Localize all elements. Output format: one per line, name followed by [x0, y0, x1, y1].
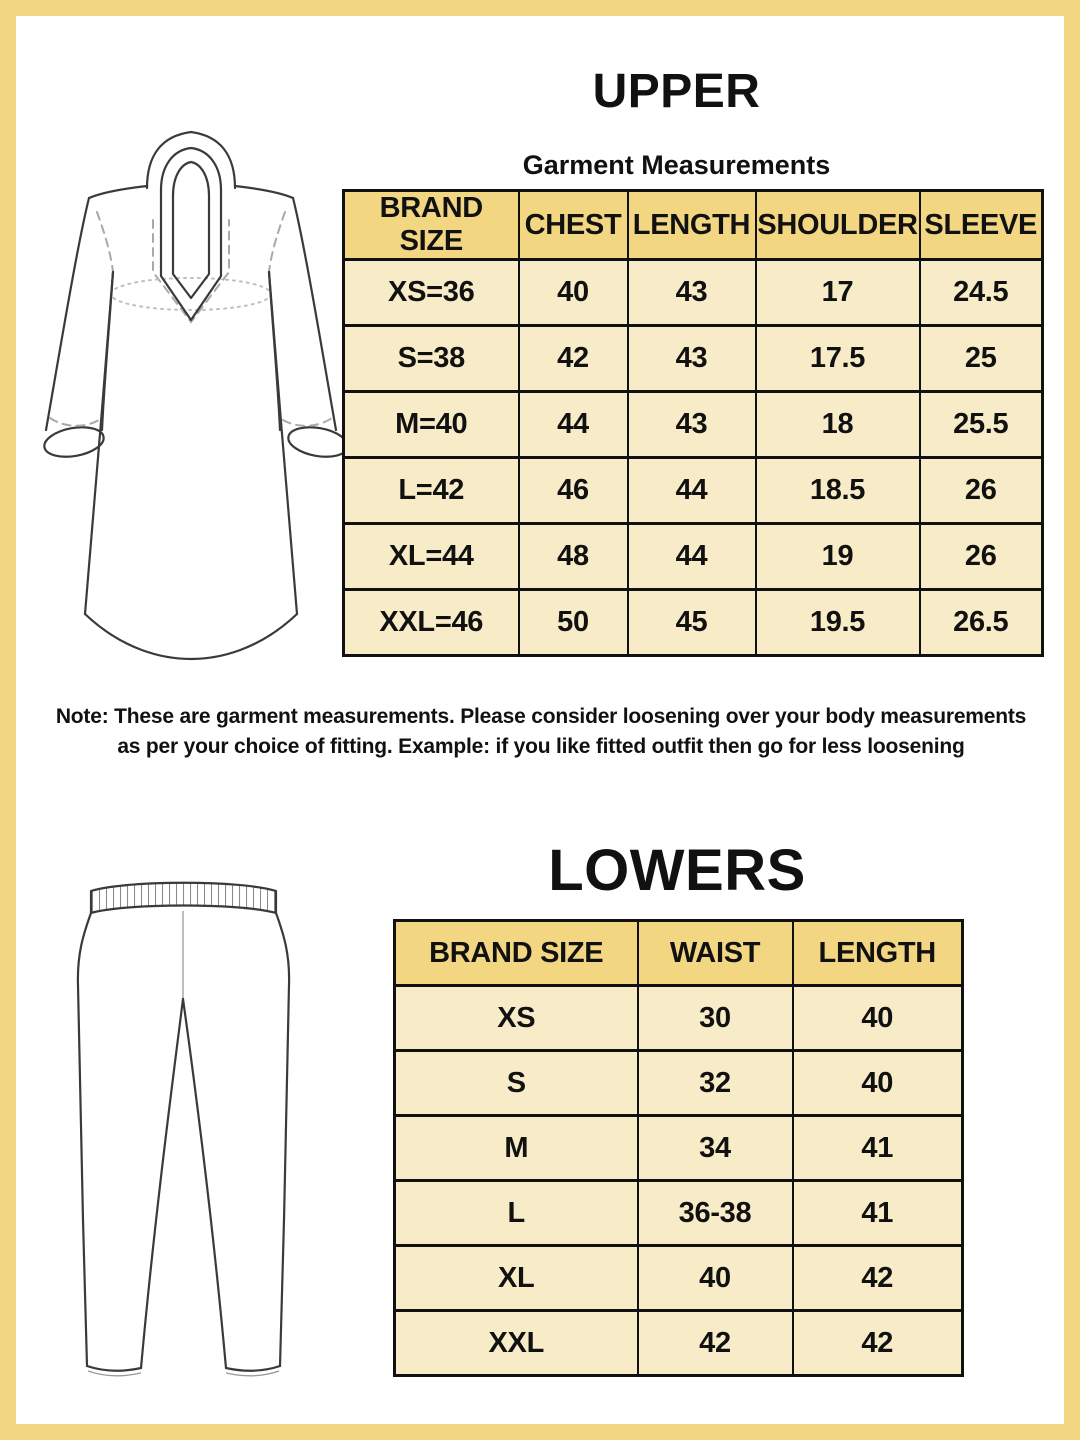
table-cell: 17.5	[756, 326, 920, 392]
column-header: CHEST	[519, 191, 628, 260]
kurta-placket-outer	[161, 148, 221, 320]
table-row	[344, 326, 1043, 392]
table-cell: 18.5	[756, 458, 920, 524]
table-row	[395, 1181, 963, 1246]
kurta-right-side	[269, 272, 297, 614]
table-cell: 50	[519, 590, 628, 656]
note-line-1: Note: These are garment measurements. Please consider loosening over your body measurements	[55, 705, 1027, 728]
kurta-left-armhole-dashed-line	[97, 212, 113, 272]
column-header: BRAND SIZE	[395, 921, 638, 986]
table-cell: L=42	[344, 458, 519, 524]
table-row	[395, 1246, 963, 1311]
table-cell: 32	[638, 1051, 793, 1116]
column-header: WAIST	[638, 921, 793, 986]
table-cell: 43	[628, 326, 756, 392]
kurta-left-cuff	[42, 423, 106, 461]
pants-right-outer-edge	[276, 913, 289, 1366]
table-cell: M=40	[344, 392, 519, 458]
table-cell: 19.5	[756, 590, 920, 656]
table-cell: L	[395, 1181, 638, 1246]
column-header: SLEEVE	[920, 191, 1043, 260]
pants-illustration	[71, 861, 351, 1396]
pants-left-inner-edge	[141, 999, 183, 1368]
table-row	[395, 986, 963, 1051]
table-cell: 42	[793, 1311, 963, 1376]
column-header: LENGTH	[793, 921, 963, 986]
kurta-collar-outline	[147, 132, 235, 188]
table-cell: 30	[638, 986, 793, 1051]
lowers-section-title: LOWERS	[548, 838, 806, 903]
kurta-right-shoulder-line	[235, 186, 293, 198]
table-cell: 42	[638, 1311, 793, 1376]
table-row	[395, 1311, 963, 1376]
upper-section-subtitle: Garment Measurements	[522, 150, 831, 180]
kurta-right-cuff-dashed-line	[283, 418, 332, 426]
table-cell: 40	[638, 1246, 793, 1311]
table-cell: 25	[920, 326, 1043, 392]
note-line-2: as per your choice of fitting. Example: if you like fitted outfit then go for less loosening	[117, 735, 965, 759]
table-cell: 46	[519, 458, 628, 524]
pants-left-outer-edge	[78, 913, 91, 1366]
kurta-chest-dotted-ellipse	[111, 278, 271, 310]
table-row	[344, 590, 1043, 656]
table-cell: XS	[395, 986, 638, 1051]
table-cell: 34	[638, 1116, 793, 1181]
table-cell: 44	[628, 458, 756, 524]
column-header: BRAND SIZE	[344, 191, 519, 260]
kurta-left-shoulder-line	[89, 186, 147, 198]
pants-right-hem	[226, 1366, 280, 1371]
table-row	[344, 392, 1043, 458]
table-cell: 45	[628, 590, 756, 656]
kurta-hem-curve	[85, 614, 297, 659]
table-cell: 40	[793, 1051, 963, 1116]
upper-measurements-table	[342, 189, 1044, 657]
column-header: LENGTH	[628, 191, 756, 260]
table-cell: XS=36	[344, 260, 519, 326]
table-row	[344, 458, 1043, 524]
upper-section-title: UPPER	[592, 65, 761, 118]
kurta-right-armhole-dashed-line	[269, 212, 285, 272]
table-cell: 41	[793, 1116, 963, 1181]
kurta-left-cuff-dashed-line	[50, 418, 99, 426]
kurta-right-sleeve-outer	[293, 198, 336, 430]
table-cell: M	[395, 1116, 638, 1181]
table-row	[344, 260, 1043, 326]
column-header: SHOULDER	[756, 191, 920, 260]
table-cell: 44	[628, 524, 756, 590]
header-row	[344, 191, 1043, 260]
table-cell: S=38	[344, 326, 519, 392]
table-cell: 44	[519, 392, 628, 458]
table-cell: 48	[519, 524, 628, 590]
kurta-illustration	[41, 124, 351, 669]
table-cell: 26	[920, 524, 1043, 590]
table-cell: 40	[793, 986, 963, 1051]
table-cell: S	[395, 1051, 638, 1116]
table-cell: 26.5	[920, 590, 1043, 656]
header-row	[395, 921, 963, 986]
table-cell: 42	[519, 326, 628, 392]
table-cell: 25.5	[920, 392, 1043, 458]
table-cell: 17	[756, 260, 920, 326]
table-cell: 19	[756, 524, 920, 590]
table-cell: 24.5	[920, 260, 1043, 326]
table-cell: XL	[395, 1246, 638, 1311]
pants-right-inner-edge	[183, 999, 226, 1368]
kurta-right-cuff	[286, 423, 350, 461]
table-cell: 18	[756, 392, 920, 458]
table-cell: 43	[628, 392, 756, 458]
table-cell: 40	[519, 260, 628, 326]
table-cell: 42	[793, 1246, 963, 1311]
measurement-note	[16, 702, 1066, 763]
table-cell: 26	[920, 458, 1043, 524]
pants-left-hem	[87, 1366, 141, 1371]
table-row	[344, 524, 1043, 590]
table-cell: 41	[793, 1181, 963, 1246]
table-row	[395, 1051, 963, 1116]
table-cell: 36-38	[638, 1181, 793, 1246]
kurta-left-side	[85, 272, 113, 614]
table-cell: XXL=46	[344, 590, 519, 656]
kurta-left-sleeve-outer	[46, 198, 89, 430]
table-cell: 43	[628, 260, 756, 326]
lowers-measurements-table	[393, 919, 964, 1377]
table-cell: XXL	[395, 1311, 638, 1376]
table-cell: XL=44	[344, 524, 519, 590]
table-row	[395, 1116, 963, 1181]
kurta-yoke-dashed-line	[153, 220, 229, 322]
